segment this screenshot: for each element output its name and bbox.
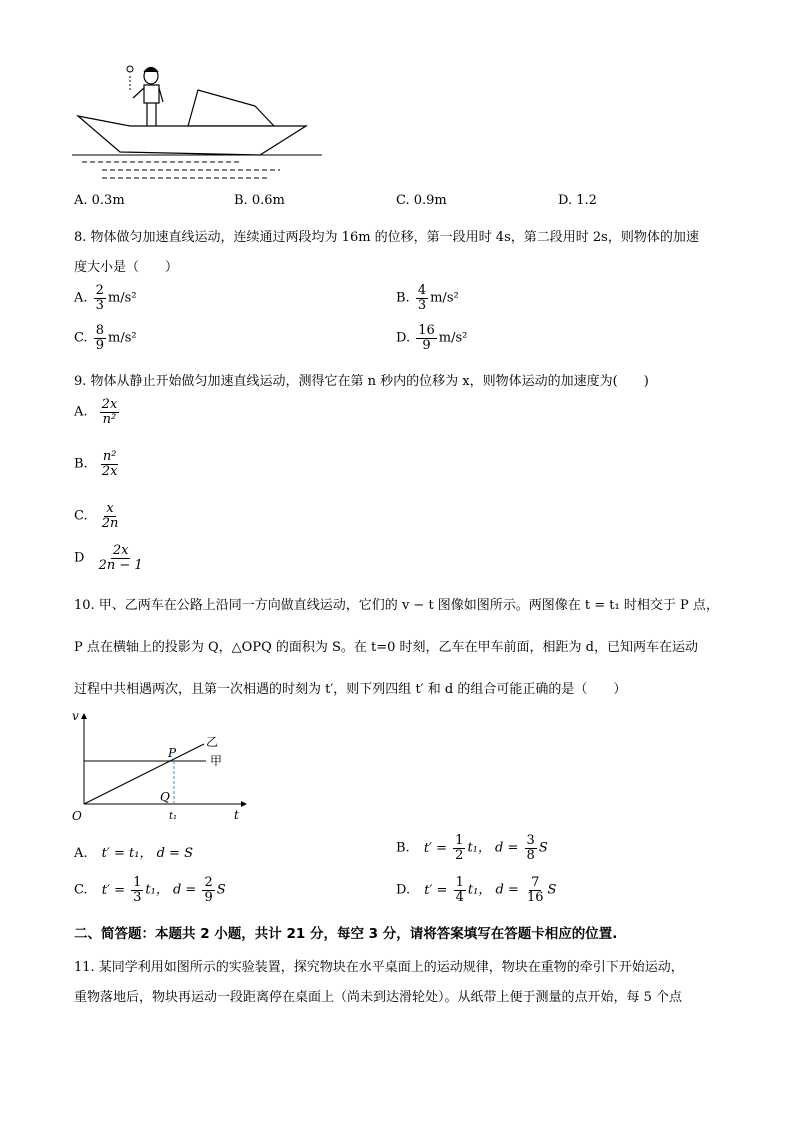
q8-stem-line2: 度大小是（ ）: [74, 260, 179, 275]
q10-option-d[interactable]: D. t′ = $\frac{1}{4}$ t₁， d = $\frac{7}{16}$ S: [396, 875, 557, 905]
line-yi: [84, 744, 204, 804]
q8-option-d[interactable]: D. $\frac{16}{9}$ m/s²: [396, 323, 468, 353]
q11-line1: 11. 某同学利用如图所示的实验装置，探究物块在水平桌面上的运动规律，物块在重物的牵引下开始运动，: [74, 960, 684, 975]
q9-option-d[interactable]: D $\frac{2x}{2n - 1}$: [74, 543, 143, 573]
q9-option-a[interactable]: A. $\frac{2x}{\text{n²}}$: [74, 397, 118, 427]
q11-line2: 重物落地后，物块再运动一段距离停在桌面上（尚未到达滑轮处）。从纸带上便于测量的点开始，每 5 个点: [74, 990, 683, 1005]
section2-heading: 二、简答题：本题共 2 小题，共计 21 分，每空 3 分，请将答案填写在答题卡相应的位置.: [74, 926, 618, 942]
label-t1: t₁: [169, 811, 178, 822]
label-v: v: [72, 709, 79, 723]
q9-option-b[interactable]: B. $\frac{\text{n²}}{2x}$: [74, 449, 118, 479]
q8-stem-line1: 8. 物体做匀加速直线运动，连续通过两段均为 16m 的位移，第一段用时 4s，第二段用时 2s，则物体的加速: [74, 230, 699, 245]
label-t: t: [234, 808, 239, 822]
label-jia: 甲: [210, 754, 223, 768]
q10-line1: 10. 甲、乙两车在公路上沿同一方向做直线运动，它们的 v − t 图像如图所示。两图像在 t = t₁ 时相交于 P 点，: [74, 598, 719, 613]
boat-figure: [70, 60, 330, 185]
q8-option-a[interactable]: A. $\frac{2}{3}$ m/s²: [74, 283, 137, 313]
q10-line2: P 点在横轴上的投影为 Q，△OPQ 的面积为 S。在 t=0 时刻，乙车在甲车前面，相距为 d，已知两车在运动: [74, 640, 699, 655]
q9-stem: 9. 物体从静止开始做匀加速直线运动，测得它在第 n 秒内的位移为 x，则物体运动的加速度为( ): [74, 374, 649, 389]
label-o: O: [72, 809, 82, 823]
q7-option-b[interactable]: B. 0.6m: [234, 193, 285, 208]
q9-option-c[interactable]: C. $\frac{x}{2n}$: [74, 501, 119, 531]
boat-cabin: [188, 90, 274, 126]
person-icon: [133, 68, 163, 127]
q10-line3: 过程中共相遇两次，且第一次相遇的时刻为 t′，则下列四组 t′ 和 d 的组合可能正确的是（ ）: [74, 682, 627, 697]
ball-icon: [127, 66, 133, 72]
q8-option-b[interactable]: B. $\frac{4}{3}$ m/s²: [396, 283, 459, 313]
q8-option-c[interactable]: C. $\frac{8}{9}$ m/s²: [74, 323, 137, 353]
q10-option-a[interactable]: A. t′ = t₁， d = S: [74, 846, 193, 861]
vt-graph: [66, 706, 256, 826]
q7-option-c[interactable]: C. 0.9m: [396, 193, 447, 208]
q10-option-b[interactable]: B. t′ = $\frac{1}{2}$ t₁， d = $\frac{3}{8}$ S: [396, 833, 548, 863]
q10-option-c[interactable]: C. t′ = $\frac{1}{3}$ t₁， d = $\frac{2}{9}$ S: [74, 875, 226, 905]
q7-option-a[interactable]: A. 0.3m: [74, 193, 125, 208]
label-q: Q: [160, 790, 170, 804]
q7-option-d[interactable]: D. 1.2: [558, 193, 597, 208]
label-yi: 乙: [206, 735, 219, 749]
label-p: P: [168, 746, 177, 760]
